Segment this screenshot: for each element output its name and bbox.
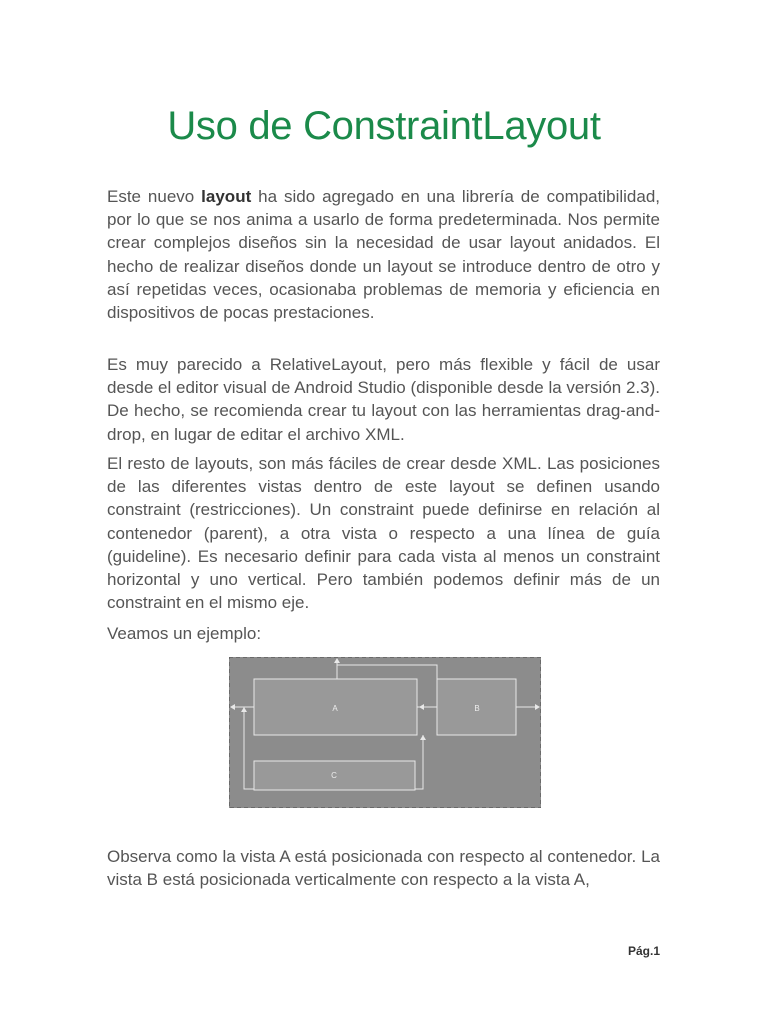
- view-box-b-label: B: [474, 704, 480, 713]
- paragraph-relativelayout: Es muy parecido a RelativeLayout, pero más flexible y fácil de usar desde el editor visual de Android Studio (disponible desde la versión 2.3). De hecho, se recomienda crear tu layout con las herramientas drag-and-drop, en lugar de editar el archivo XML.: [107, 355, 660, 444]
- page-number: Pág.1: [628, 944, 661, 958]
- constraint-layout-diagram: [229, 657, 541, 808]
- paragraph-intro-start: Este nuevo: [107, 187, 202, 206]
- view-box-a-label: A: [332, 704, 338, 713]
- view-box-c-label: C: [331, 771, 337, 780]
- document-title: Uso de ConstraintLayout: [167, 104, 601, 148]
- paragraph-intro-rest: ha sido agregado en una librería de compatibilidad, por lo que se nos anima a usarlo de forma predeterminada. Nos permite crear complejos diseños sin la necesidad de usar layout anidados. El hecho de realizar diseños donde un layout se introduce dentro de otro y así repetidas veces, ocasionaba problemas de memoria y eficiencia en dispositivos de pocas prestaciones.: [107, 187, 661, 323]
- bold-term-layout: layout: [201, 187, 252, 206]
- paragraph-constraints: El resto de layouts, son más fáciles de crear desde XML. Las posiciones de las diferentes vistas dentro de este layout se definen usando constraint (restricciones). Un constraint puede definirse en relación al contenedor (parent), a otra vista o respecto a una línea de guía (guideline). Es necesario definir para cada vista al menos un constraint horizontal y uno vertical. Pero también podemos definir más de un constraint en el mismo eje.: [107, 454, 660, 613]
- paragraph-intro: [107, 185, 660, 324]
- paragraph-example-intro: Veamos un ejemplo:: [107, 624, 262, 643]
- paragraph-observation: Observa como la vista A está posicionada con respecto al contenedor. La vista B está posicionada verticalmente con respecto a la vista A,: [107, 847, 660, 890]
